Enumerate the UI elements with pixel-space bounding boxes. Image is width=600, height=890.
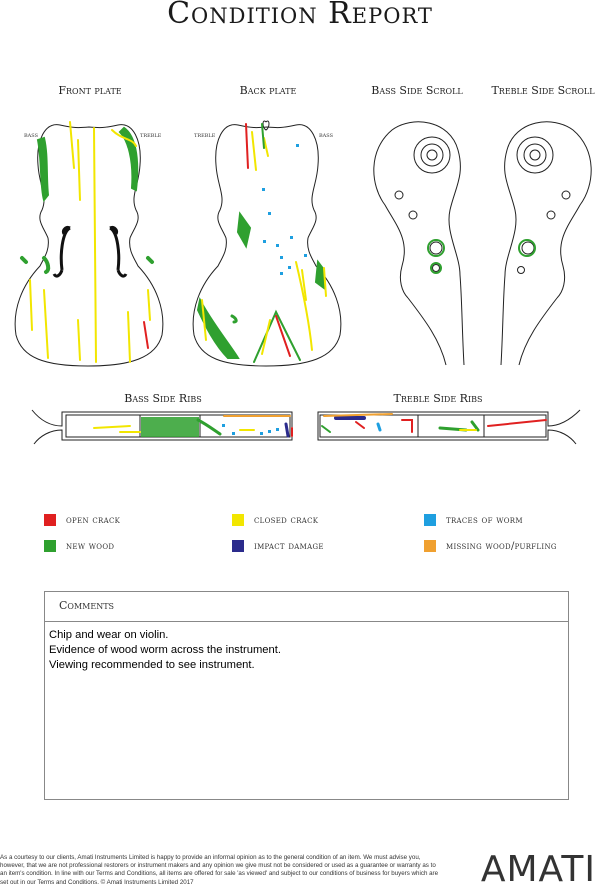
back-treble-label: treble (194, 131, 216, 139)
disclaimer-text: As a courtesy to our clients, Amati Instruments Limited is happy to provide an informal opinion as to the general condition of an item. We must advise you, however, that we are not professional restorers or instrument makers and any opinion we give must not be considered or used as a guarantee or warranty as to an item's condition. In line with our Terms and Conditions, all items are offered for sale 'as viewed' and subject to our conditions of business for buyers which are set out in our Terms and Conditions. © Amati Instruments Limited 2017 (0, 854, 439, 886)
back-bass-label: bass (319, 131, 334, 139)
legend-label: closed crack (254, 514, 319, 526)
treble-side-scroll-outline (501, 122, 591, 365)
treble-side-ribs-label: Treble Side Ribs (393, 392, 483, 405)
damage-legend (0, 510, 600, 560)
comments-body (45, 622, 568, 679)
legend-swatch (44, 514, 56, 526)
page-title: Condition Report (167, 0, 433, 31)
front-bass-label: bass (24, 131, 39, 139)
front-plate-outline (15, 125, 163, 366)
bass-side-ribs-damage (94, 416, 292, 436)
legend-swatch (424, 540, 436, 552)
legend-label: traces of worm (446, 514, 523, 526)
legend-label: impact damage (254, 540, 324, 552)
legend-item-closed-crack (232, 514, 318, 526)
legend-swatch (232, 540, 244, 552)
back-plate-label: Back plate (239, 84, 297, 97)
legend-swatch (232, 514, 244, 526)
legend-item-open-crack (44, 514, 120, 526)
amati-logo: AMATI (480, 849, 596, 890)
legend-swatch (44, 540, 56, 552)
comment-line: Chip and wear on violin. (49, 629, 169, 641)
comment-line: Evidence of wood worm across the instrument. (49, 644, 281, 656)
legend-item-new-wood (44, 540, 114, 552)
legend-label: missing wood/purfling (446, 540, 557, 552)
comments-heading: Comments (45, 592, 568, 622)
front-plate-label: Front plate (58, 84, 122, 97)
treble-side-scroll-label: Treble Side Scroll (491, 84, 595, 97)
bass-side-scroll-label: Bass Side Scroll (371, 84, 463, 97)
comments-box (44, 591, 569, 800)
legend-item-missing-wood (424, 540, 557, 552)
legend-swatch (424, 514, 436, 526)
legend-label: new wood (66, 540, 115, 552)
bass-side-scroll-outline (374, 122, 464, 365)
legend-item-impact-damage (232, 540, 324, 552)
bass-side-ribs-label: Bass Side Ribs (124, 392, 202, 405)
comment-line: Viewing recommended to see instrument. (49, 659, 255, 671)
back-plate-damage (198, 124, 326, 362)
legend-item-traces-of-worm (424, 514, 523, 526)
treble-side-ribs-damage (322, 414, 546, 432)
legend-label: open crack (66, 514, 121, 526)
front-treble-label: treble (140, 131, 162, 139)
front-plate-damage (22, 122, 152, 362)
